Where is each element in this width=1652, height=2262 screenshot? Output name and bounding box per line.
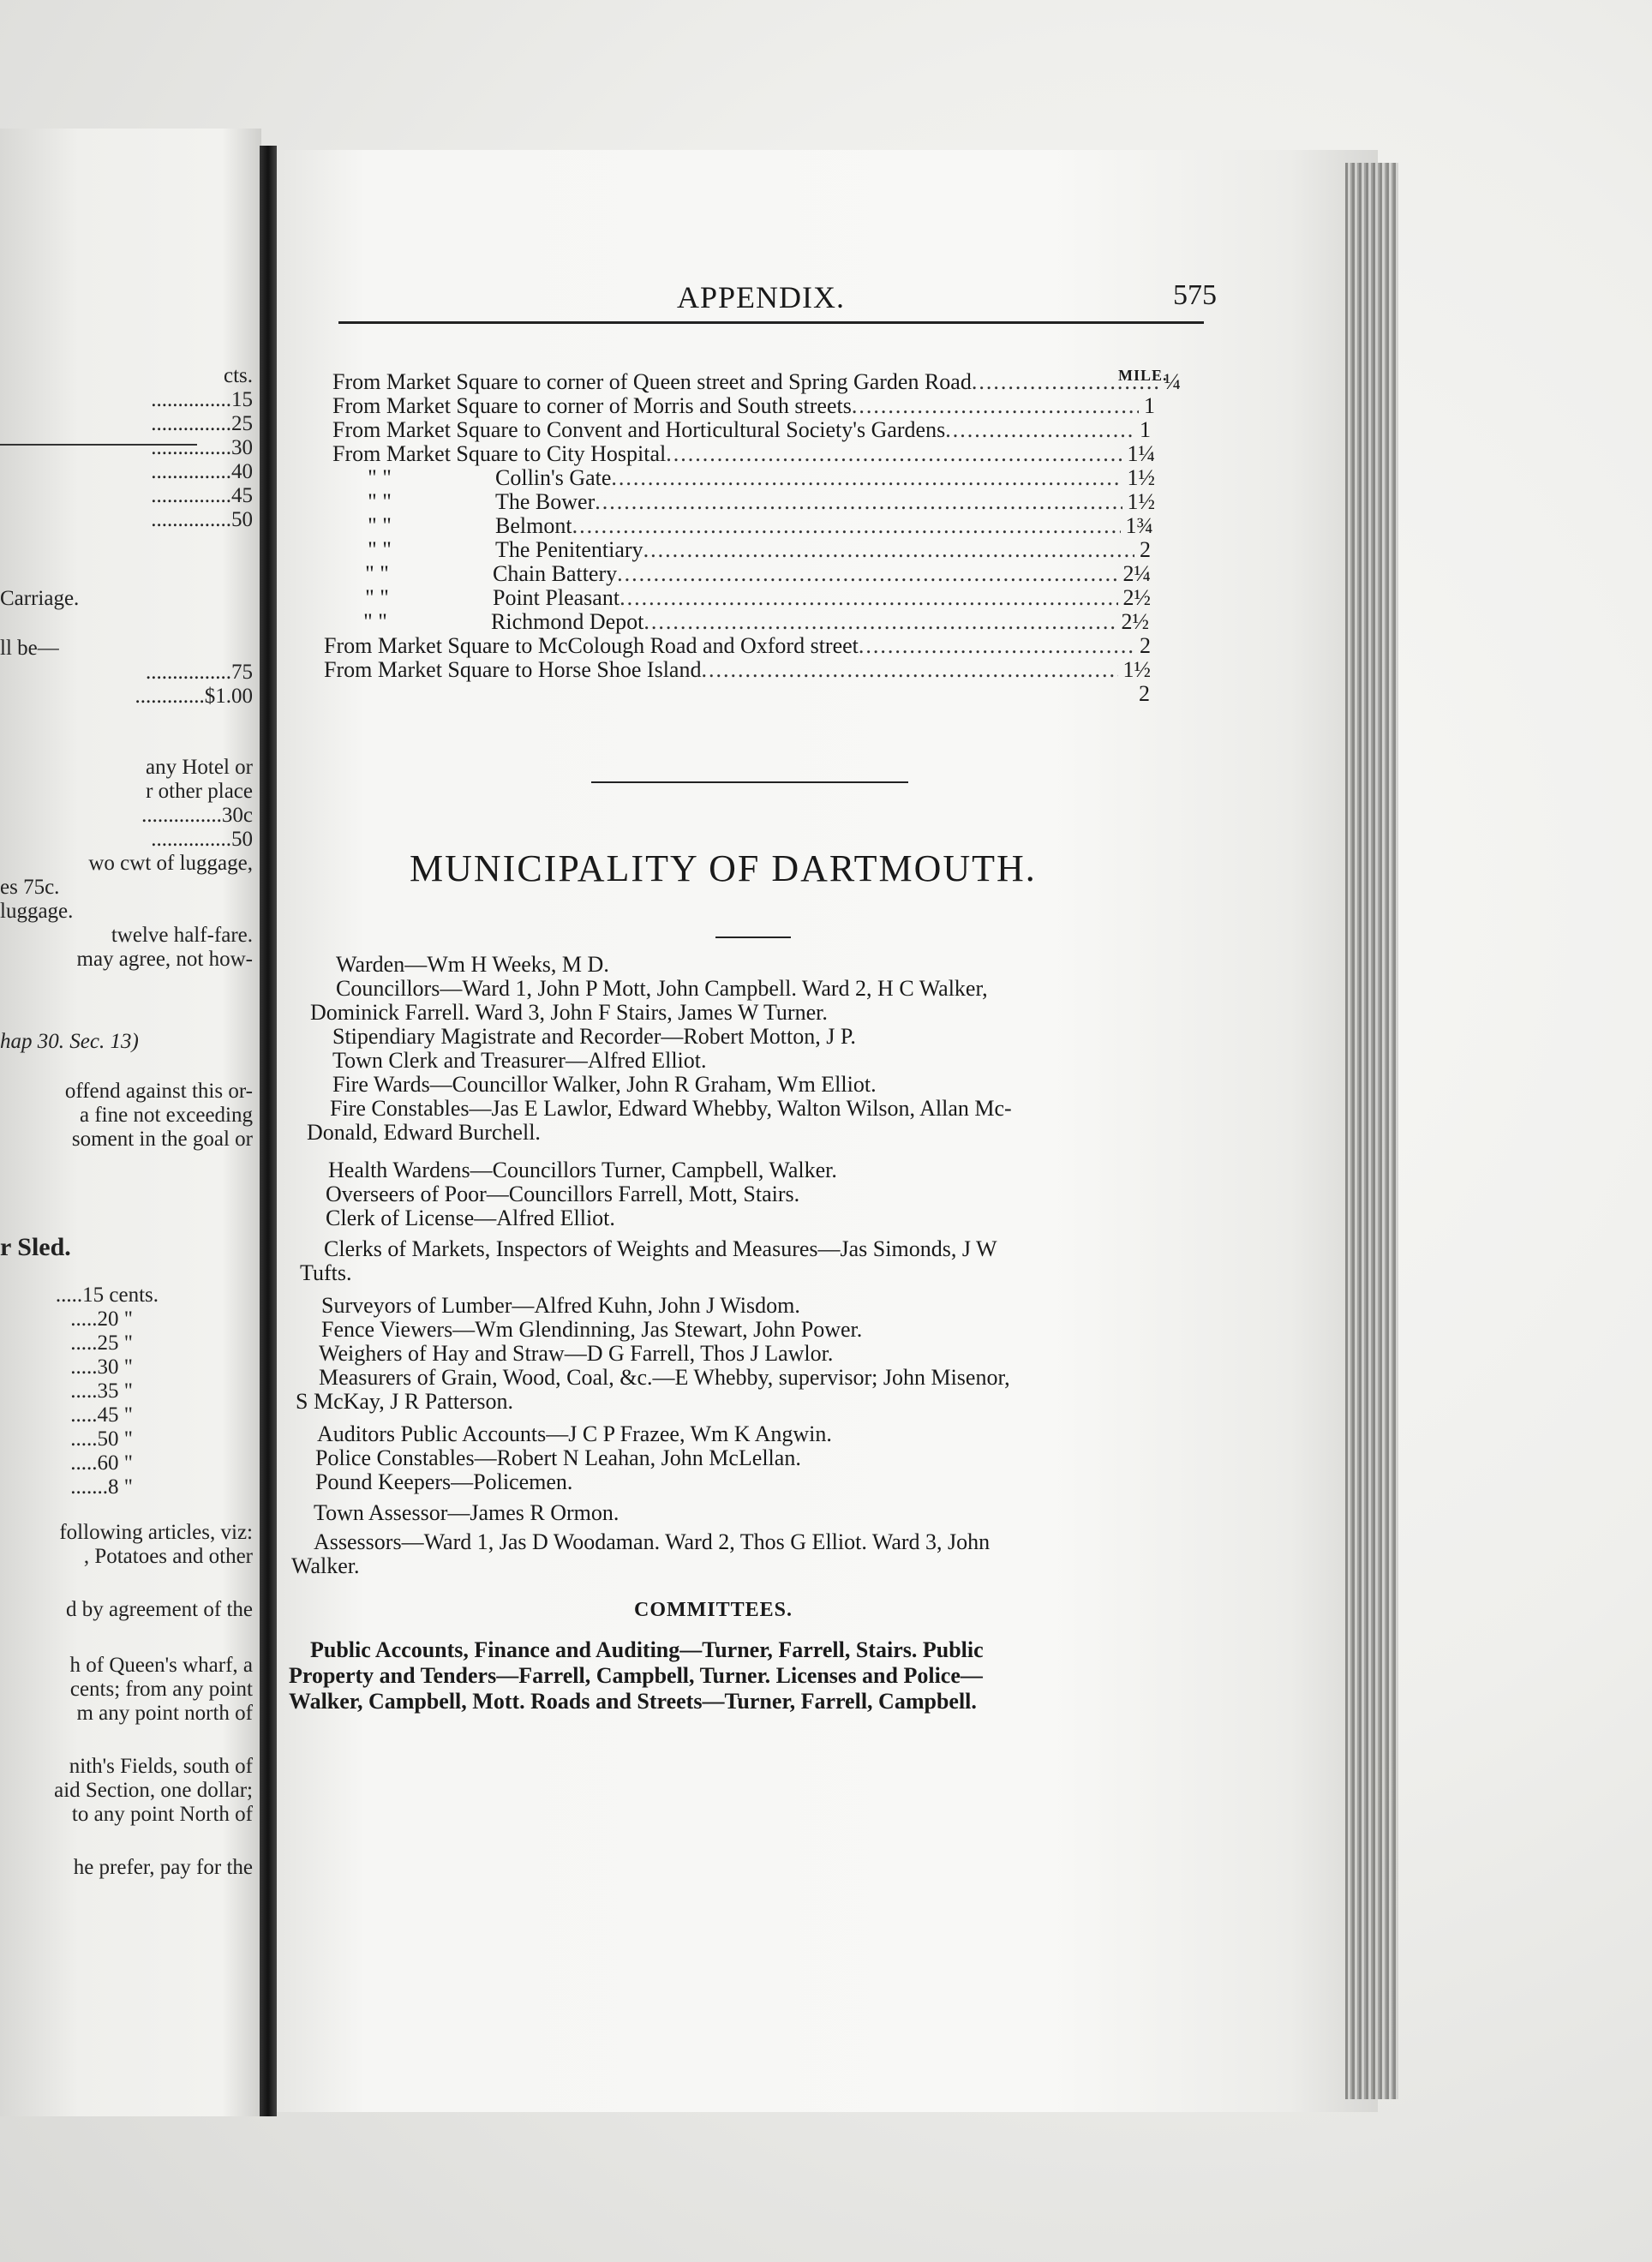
officer-line: Health Wardens—Councillors Turner, Campbell, Walker. [328, 1158, 837, 1182]
distance-row [332, 370, 1181, 394]
distance-value: 2 [1140, 537, 1151, 562]
distance-value: 2½ [1121, 609, 1149, 634]
distance-value: ¼ [1164, 369, 1181, 394]
left-line: offend against this or- [64, 1080, 253, 1103]
distance-to: Chain Battery [493, 561, 618, 586]
distance-from: From Market Square to [332, 393, 542, 418]
page-header [334, 279, 1217, 322]
left-line: d by agreement of the [66, 1598, 253, 1621]
distance-to: Collin's Gate [495, 465, 612, 490]
officer-line: S McKay, J R Patterson. [296, 1389, 513, 1414]
left-line: ll be— [0, 637, 59, 660]
leader-dots [852, 394, 1139, 418]
distance-value: 1½ [1122, 657, 1151, 682]
left-line: ...............30 [151, 436, 253, 459]
left-line: .....20 " [70, 1308, 133, 1331]
distance-row [332, 418, 1151, 442]
leader-dots [617, 562, 1117, 586]
officer-line: Clerks of Markets, Inspectors of Weights and Measures—Jas Simonds, J W [324, 1236, 997, 1261]
officer-line: Weighers of Hay and Straw—D G Farrell, Thos J Lawlor. [319, 1341, 834, 1366]
officer-line: Fire Constables—Jas E Lawlor, Edward Whebby, Walton Wilson, Allan Mc- [330, 1096, 1012, 1121]
distance-value: 2 [1140, 633, 1151, 658]
left-line: ...............50 [151, 508, 253, 531]
distance-to: corner of Queen street and Spring Garden Road [546, 369, 972, 394]
left-line: aid Section, one dollar; [54, 1779, 253, 1802]
distance-ditto: " " [363, 609, 387, 634]
book-gutter [260, 146, 277, 2116]
left-line: .....45 " [70, 1403, 133, 1427]
left-line: following articles, viz: [59, 1521, 253, 1544]
distance-to: Belmont [495, 513, 572, 538]
distance-row [330, 586, 1151, 610]
distance-from: From Market Square to [332, 369, 542, 394]
left-line: cents; from any point [69, 1678, 253, 1701]
distance-row [330, 562, 1151, 586]
leader-dots [595, 490, 1122, 514]
left-line: .....35 " [70, 1379, 133, 1403]
left-line: .....60 " [70, 1451, 133, 1475]
header-rule [338, 321, 1204, 324]
distance-from: From Market Square to [332, 417, 542, 442]
distance-row [324, 634, 1151, 658]
leader-dots [945, 418, 1134, 442]
distance-ditto: " " [368, 465, 392, 490]
left-line: to any point North of [71, 1803, 253, 1826]
left-line: .....15 cents. [55, 1284, 159, 1307]
distance-to: City Hospital [546, 441, 667, 466]
officer-line: Walker. [291, 1553, 360, 1578]
left-line: ................75 [146, 661, 253, 684]
left-line: may agree, not how- [76, 948, 253, 971]
leader-dots [611, 466, 1122, 490]
left-line: .....50 " [70, 1427, 133, 1451]
left-line: m any point north of [76, 1702, 253, 1725]
officer-line: Fence Viewers—Wm Glendinning, Jas Stewart, John Power. [321, 1317, 863, 1342]
distance-ditto: " " [368, 537, 392, 562]
left-line: r other place [146, 780, 253, 803]
title-underline [715, 937, 791, 938]
left-line: cts. [223, 364, 253, 387]
left-line: ...............25 [151, 412, 253, 435]
distance-value: 1¾ [1125, 513, 1153, 538]
distance-to: The Penitentiary [495, 537, 643, 562]
distance-value: 1 [1144, 393, 1155, 418]
officer-line: Auditors Public Accounts—J C P Frazee, Wm K Angwin. [317, 1421, 832, 1446]
officer-line: Measurers of Grain, Wood, Coal, &c.—E Whebby, supervisor; John Misenor, [319, 1365, 1010, 1390]
distance-from: From Market Square to [332, 441, 542, 466]
distance-row [332, 538, 1151, 562]
officer-line: Town Assessor—James R Ormon. [314, 1500, 620, 1525]
distance-row [328, 610, 1149, 634]
officer-line: Assessors—Ward 1, Jas D Woodaman. Ward 2, Thos G Elliot. Ward 3, John [314, 1529, 991, 1554]
distance-from: From Market Square to [324, 657, 533, 682]
distance-ditto: " " [365, 561, 389, 586]
distance-to: The Bower [495, 489, 596, 514]
left-line: luggage. [0, 900, 74, 923]
distance-ditto: " " [368, 513, 392, 538]
distance-value: 1½ [1127, 489, 1155, 514]
leader-dots [666, 442, 1122, 466]
distance-to: Horse Shoe Island [537, 657, 702, 682]
officer-line: Fire Wards—Councillor Walker, John R Graham, Wm Elliot. [332, 1072, 877, 1097]
left-line: ...............45 [151, 484, 253, 507]
officer-line: Overseers of Poor—Councillors Farrell, Mott, Stairs. [326, 1182, 800, 1206]
page-number: 575 [1173, 279, 1217, 311]
left-line: he prefer, pay for the [73, 1856, 253, 1879]
distance-ditto: " " [368, 489, 392, 514]
left-line: .............$1.00 [135, 685, 253, 708]
left-line: hap 30. Sec. 13) [0, 1030, 139, 1053]
left-line: twelve half-fare. [111, 924, 253, 947]
distance-value: 1½ [1127, 465, 1155, 490]
leader-dots [859, 634, 1134, 658]
leader-dots [572, 514, 1121, 538]
officer-line: Surveyors of Lumber—Alfred Kuhn, John J Wisdom. [321, 1293, 800, 1318]
distance-value: 1¼ [1127, 441, 1155, 466]
leader-dots [701, 658, 1117, 682]
distance-to: corner of Morris and South streets [546, 393, 852, 418]
left-line: nith's Fields, south of [69, 1755, 253, 1778]
officer-line: Police Constables—Robert N Leahan, John McLellan. [315, 1445, 801, 1470]
distance-row [1134, 682, 1159, 706]
left-line: h of Queen's wharf, a [69, 1654, 253, 1677]
distance-row [332, 442, 1155, 466]
distance-to: McColough Road and Oxford street [537, 633, 859, 658]
page-edges [1345, 163, 1398, 2099]
distance-row [332, 394, 1155, 418]
leader-dots [643, 610, 1116, 634]
distance-row [332, 514, 1153, 538]
left-line: soment in the goal or [71, 1128, 253, 1151]
left-page [0, 129, 261, 2116]
left-line: , Potatoes and other [83, 1545, 253, 1568]
officer-line: Dominick Farrell. Ward 3, John F Stairs, James W Turner. [310, 1000, 828, 1025]
distance-value: 2 [1139, 681, 1150, 706]
committees-heading: COMMITTEES. [634, 1599, 793, 1621]
officer-line: Donald, Edward Burchell. [307, 1120, 541, 1145]
distance-to: Point Pleasant [493, 585, 620, 610]
left-line: es 75c. [0, 876, 60, 899]
officer-line: Pound Keepers—Policemen. [315, 1469, 573, 1494]
distance-row [332, 466, 1155, 490]
officer-line: Clerk of License—Alfred Elliot. [326, 1206, 615, 1230]
left-line: .....25 " [70, 1331, 133, 1355]
leader-dots [620, 586, 1117, 610]
distance-ditto: " " [365, 585, 389, 610]
left-line: r Sled. [0, 1233, 71, 1261]
running-head: APPENDIX. [677, 280, 846, 314]
officer-line: Tufts. [300, 1260, 352, 1285]
distance-row [324, 658, 1151, 682]
committee-line: Property and Tenders—Farrell, Campbell, Turner. Licenses and Police— [289, 1663, 983, 1688]
left-line: .....30 " [70, 1355, 133, 1379]
officer-line: Councillors—Ward 1, John P Mott, John Campbell. Ward 2, H C Walker, [336, 976, 988, 1001]
distance-to: Richmond Depot [491, 609, 644, 634]
distance-value: 2½ [1122, 585, 1151, 610]
distance-value: 1 [1140, 417, 1151, 442]
officer-line: Town Clerk and Treasurer—Alfred Elliot. [332, 1048, 707, 1073]
officer-line: Stipendiary Magistrate and Recorder—Robert Motton, J P. [332, 1024, 856, 1049]
left-line: ...............30c [141, 804, 253, 827]
committee-line: Walker, Campbell, Mott. Roads and Streets—Turner, Farrell, Campbell. [289, 1689, 977, 1714]
distance-from: From Market Square to [324, 633, 533, 658]
left-line: .......8 " [70, 1475, 133, 1499]
distance-row [332, 490, 1155, 514]
left-line: ...............50 [151, 828, 253, 851]
distance-value: 2¼ [1122, 561, 1151, 586]
left-line: ...............15 [151, 388, 253, 411]
distance-to: Convent and Horticultural Society's Gardens [546, 417, 946, 442]
section-title: MUNICIPALITY OF DARTMOUTH. [410, 847, 1037, 889]
section-divider [591, 781, 908, 783]
leader-dots [972, 370, 1159, 394]
officer-line: Warden—Wm H Weeks, M D. [336, 952, 609, 977]
leader-dots [643, 538, 1134, 562]
left-line: ...............40 [151, 460, 253, 483]
left-line: a fine not exceeding [80, 1104, 253, 1127]
mile-column-label: MILE. [1118, 367, 1168, 384]
left-line: any Hotel or [146, 756, 253, 779]
left-line: wo cwt of luggage, [88, 852, 253, 875]
left-line: Carriage. [0, 587, 80, 610]
committee-line: Public Accounts, Finance and Auditing—Turner, Farrell, Stairs. Public [310, 1637, 984, 1662]
